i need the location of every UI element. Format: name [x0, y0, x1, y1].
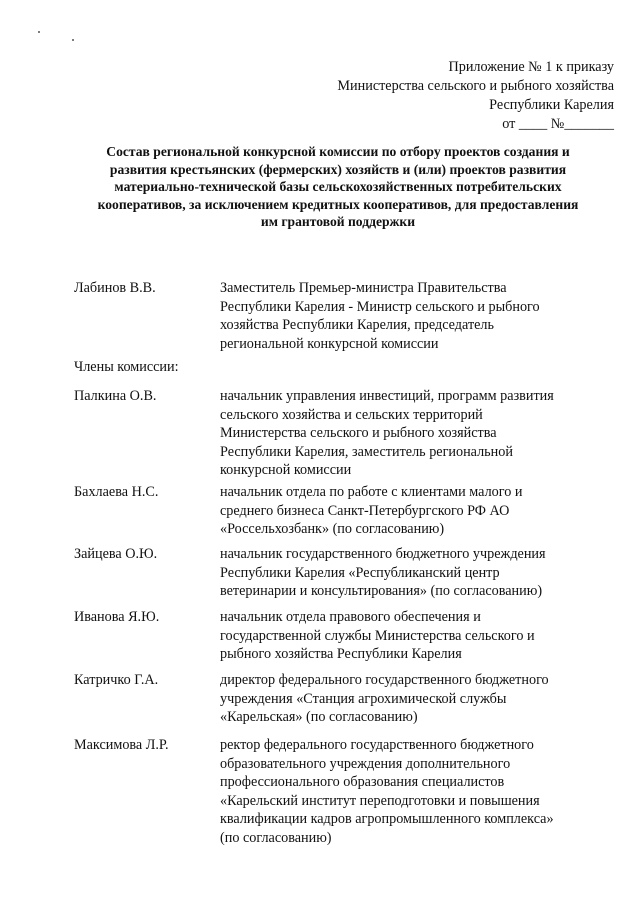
member-role [220, 608, 620, 664]
role-line: среднего бизнеса Санкт-Петербургского РФ АО [220, 502, 510, 519]
member-role [220, 545, 620, 601]
appendix-line: Республики Карелия [489, 97, 614, 113]
role-line: профессионального образования специалистов [220, 774, 505, 790]
commission-chair [74, 279, 620, 353]
role-line: «Россельхозбанк» (по согласованию) [220, 521, 445, 537]
role-line: «Карельская» (по согласованию) [220, 709, 418, 725]
members-label: Члены комиссии: [74, 359, 179, 375]
commission-member [74, 671, 620, 727]
role-line: государственной службы Министерства сельского и [220, 627, 535, 644]
role-line: Республики Карелия, заместитель региональной [220, 443, 513, 460]
role-line: Республики Карелия - Министр сельского и рыбного [220, 298, 540, 315]
role-line: рыбного хозяйства Республики Карелия [220, 646, 462, 662]
role-line: начальник управления инвестиций, программ развития [220, 388, 554, 404]
role-line: начальник отдела по работе с клиентами малого и [220, 484, 523, 500]
member-name: Палкина О.В. [74, 388, 157, 404]
role-line: «Карельский институт переподготовки и повышения [220, 792, 540, 809]
document-title [64, 143, 612, 231]
role-line: директор федерального государственного бюджетного [220, 672, 549, 688]
member-name: Бахлаева Н.С. [74, 484, 159, 500]
role-line: конкурсной комиссии [220, 462, 352, 478]
title-line: материально-технической базы сельскохозяйственных потребительских [114, 179, 562, 194]
role-line: ветеринарии и консультирования» (по согласованию) [220, 583, 543, 599]
member-name: Зайцева О.Ю. [74, 546, 158, 562]
member-role [220, 387, 620, 480]
appendix-header [337, 58, 614, 134]
role-line: региональной конкурсной комиссии [220, 335, 439, 352]
commission-member [74, 387, 620, 480]
role-line: сельского хозяйства и сельских территорий [220, 406, 483, 423]
commission-member [74, 608, 620, 664]
member-role [220, 671, 620, 727]
role-line: Министерства сельского и рыбного хозяйства [220, 425, 497, 441]
role-line: ректор федерального государственного бюджетного [220, 737, 534, 753]
member-role [220, 736, 620, 847]
member-role [220, 279, 620, 353]
member-name: Катричко Г.А. [74, 672, 159, 688]
title-line: развития крестьянских (фермерских) хозяйств и (или) проектов развития [109, 161, 567, 177]
role-line: (по согласованию) [220, 829, 332, 846]
appendix-line: Приложение № 1 к приказу [448, 59, 614, 75]
commission-member [74, 545, 620, 601]
member-role [220, 483, 620, 539]
scan-speck [38, 31, 40, 33]
role-line: квалификации кадров агропромышленного комплекса» [220, 811, 554, 827]
role-line: Заместитель Премьер-министра Правительства [220, 280, 507, 296]
role-line: Республики Карелия «Республиканский центр [220, 564, 500, 581]
scan-speck [72, 39, 74, 41]
member-name: Лабинов В.В. [74, 280, 156, 296]
commission-member [74, 736, 620, 847]
appendix-line: Министерства сельского и рыбного хозяйства [337, 78, 614, 94]
commission-member [74, 483, 620, 539]
member-name: Максимова Л.Р. [74, 737, 169, 753]
member-name: Иванова Я.Ю. [74, 609, 160, 625]
role-line: начальник государственного бюджетного учреждения [220, 546, 546, 562]
role-line: образовательного учреждения дополнительного [220, 755, 511, 772]
title-line: им грантовой поддержки [260, 214, 416, 229]
role-line: хозяйства Республики Карелия, председатель [220, 317, 494, 333]
role-line: учреждения «Станция агрохимической службы [220, 690, 507, 707]
title-line: кооперативов, за исключением кредитных кооперативов, для предоставления [97, 196, 579, 212]
title-line: Состав региональной конкурсной комиссии по отбору проектов создания и [106, 144, 570, 159]
role-line: начальник отдела правового обеспечения и [220, 609, 481, 625]
appendix-line: от ____ №_______ [502, 116, 614, 132]
